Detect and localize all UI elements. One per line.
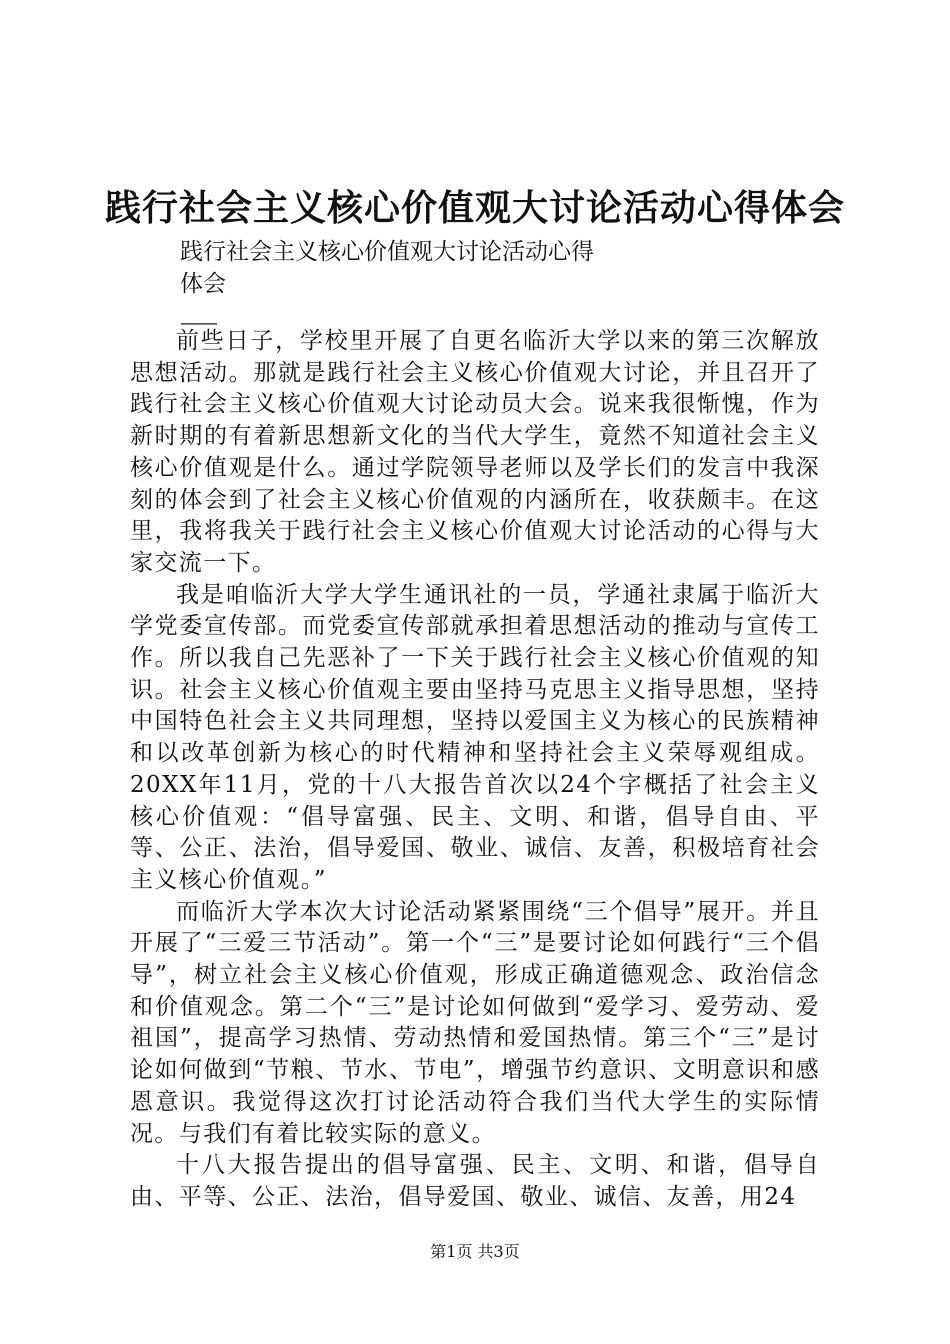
document-title: 践行社会主义核心价值观大讨论活动心得体会 [104,187,845,229]
subtitle-dash: —— [180,310,216,334]
subtitle-line-1: 践行社会主义核心价值观大讨论活动心得 [180,239,594,265]
paragraph-1: 前些日子，学校里开展了自更名临沂大学以来的第三次解放思想活动。那就是践行社会主义核心价值观大讨论，并且召开了践行社会主义核心价值观大讨论动员大会。说来我很惭愧，作为新时期的有着新思想新文化的当代大学生，竟然不知道社会主义核心价值观是什么。通过学院领导老师以及学长们的发言中我深刻的体会到了社会主义核心价值观的内涵所在，收获颇丰。在这里，我将我关于践行社会主义核心价值观大讨论活动的心得与大家交流一下。 [130,328,820,576]
paragraph-2: 我是咱临沂大学大学生通讯社的一员，学通社隶属于临沂大学党委宣传部。而党委宣传部就承担着思想活动的推动与宣传工作。所以我自己先恶补了一下关于践行社会主义核心价值观的知识。社会主义核心价值观主要由坚持马克思主义指导思想，坚持中国特色社会主义共同理想，坚持以爱国主义为核心的民族精神和以改革创新为核心的时代精神和坚持社会主义荣辱观组成。20XX年11月，党的十八大报告首次以24个字概括了社会主义核心价值观：“倡导富强、民主、文明、和谐，倡导自由、平等、公正、法治，倡导爱国、敬业、诚信、友善，积极培育社会主义核心价值观。” [130,581,820,893]
subtitle-line-2: 体会 [180,271,226,297]
paragraph-3: 而临沂大学本次大讨论活动紧紧围绕“三个倡导”展开。并且开展了“三爱三节活动”。第一个“三”是要讨论如何践行“三个倡导”，树立社会主义核心价值观，形成正确道德观念、政治信念和价值观念。第二个“三”是讨论如何做到“爱学习、爱劳动、爱祖国”，提高学习热情、劳动热情和爱国热情。第三个“三”是讨论如何做到“节粮、节水、节电”，增强节约意识、文明意识和感恩意识。我觉得这次打讨论活动符合我们当代大学生的实际情况。与我们有着比较实际的意义。 [130,898,820,1147]
paragraph-4: 十八大报告提出的倡导富强、民主、文明、和谐，倡导自由、平等、公正、法治，倡导爱国、敬业、诚信、友善，用24 [130,1152,820,1210]
document-body [130,326,820,1214]
page-footer: 第1页 共3页 [430,1242,520,1261]
